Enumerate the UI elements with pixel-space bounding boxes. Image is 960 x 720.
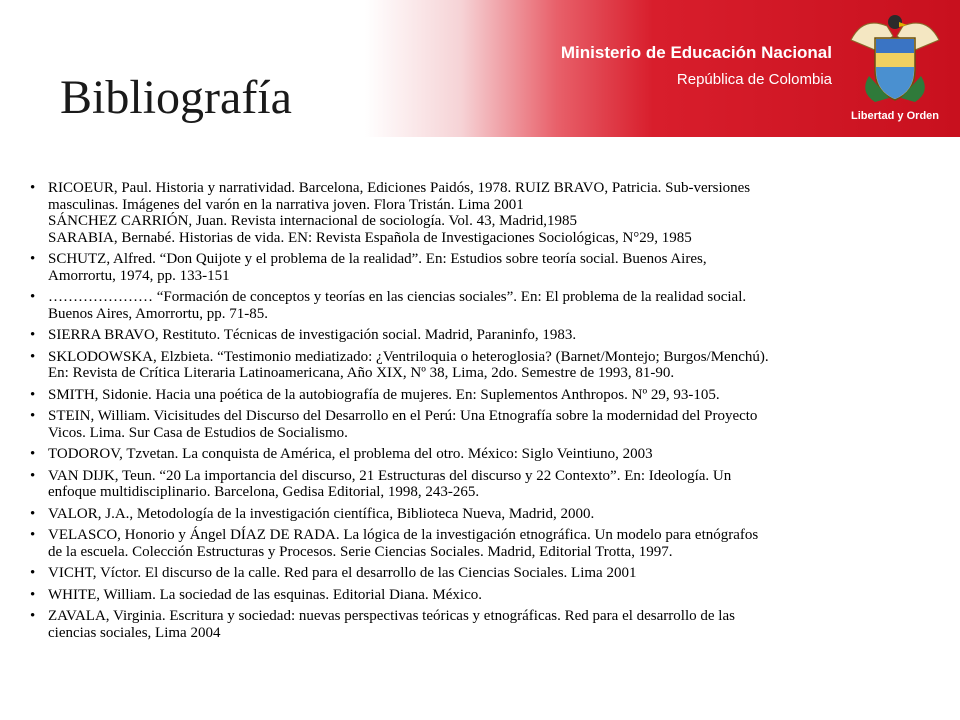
condor-shield-icon xyxy=(845,6,945,110)
entry-line: VALOR, J.A., Metodología de la investigación científica, Biblioteca Nueva, Madrid, 2000. xyxy=(48,505,595,522)
coat-of-arms-logo xyxy=(845,6,945,134)
bullet-icon: • xyxy=(30,327,36,343)
entry-line: enfoque multidisciplinario. Barcelona, Gedisa Editorial, 1998, 243-265. xyxy=(48,484,480,500)
entry-line: Vicos. Lima. Sur Casa de Estudios de Socialismo. xyxy=(48,424,348,441)
bullet-icon: • xyxy=(30,608,36,624)
list-item xyxy=(30,289,930,322)
list-item xyxy=(30,387,930,404)
entry-line: RICOEUR, Paul. Historia y narratividad. Barcelona, Ediciones Paidós, 1978. RUIZ BRAVO, Patricia. Sub-versiones xyxy=(48,180,751,196)
entry-line: SCHUTZ, Alfred. “Don Quijote y el problema de la realidad”. En: Estudios sobre teoría social. Buenos Aires, xyxy=(48,251,707,267)
republic-name: República de Colombia xyxy=(676,71,832,88)
entry-line: ………………… “Formación de conceptos y teorías en las ciencias sociales”. En: El problema de la realidad social. xyxy=(48,289,747,305)
bullet-icon: • xyxy=(30,446,36,462)
entry-line: STEIN, William. Vicisitudes del Discurso del Desarrollo en el Perú: Una Etnografía sobre la modernidad del Proyecto xyxy=(48,408,758,424)
entry-line: ciencias sociales, Lima 2004 xyxy=(48,624,221,641)
entry-line: En: Revista de Crítica Literaria Latinoamericana, Año XIX, Nº 38, Lima, 2do. Semestre de 1993, 81-90. xyxy=(48,365,675,381)
list-item xyxy=(30,180,930,246)
bibliography-list xyxy=(30,180,930,646)
entry-line: VELASCO, Honorio y Ángel DÍAZ DE RADA. La lógica de la investigación etnográfica. Un modelo para etnógrafos xyxy=(48,527,759,543)
bullet-icon: • xyxy=(30,527,36,543)
entry-line: SIERRA BRAVO, Restituto. Técnicas de investigación social. Madrid, Paraninfo, 1983. xyxy=(48,327,577,343)
motto-text: Libertad y Orden xyxy=(850,110,940,122)
bullet-icon: • xyxy=(30,251,36,267)
list-item xyxy=(30,587,930,604)
bullet-icon: • xyxy=(30,289,36,305)
bullet-icon: • xyxy=(30,348,36,365)
list-item xyxy=(30,468,930,501)
page-title: Bibliografía xyxy=(60,71,292,124)
list-item xyxy=(30,349,930,382)
entry-line: SARABIA, Bernabé. Historias de vida. EN: Revista Española de Investigaciones Sociológicas, N°29, 1985 xyxy=(48,229,692,246)
entry-line: TODOROV, Tzvetan. La conquista de América, el problema del otro. México: Siglo Veintiuno, 2003 xyxy=(48,446,653,462)
entry-line: VAN DIJK, Teun. “20 La importancia del discurso, 21 Estructuras del discurso y 22 Contexto”. En: Ideología. Un xyxy=(48,467,732,484)
ministry-name: Ministerio de Educación Nacional xyxy=(560,43,832,62)
list-item xyxy=(30,251,930,284)
list-item xyxy=(30,446,930,463)
list-item xyxy=(30,506,930,523)
list-item xyxy=(30,608,930,641)
entry-line: ZAVALA, Virginia. Escritura y sociedad: nuevas perspectivas teóricas y etnográficas. Red para el desarrollo de las xyxy=(48,608,735,624)
list-item xyxy=(30,565,930,582)
entry-line: SKLODOWSKA, Elzbieta. “Testimonio mediatizado: ¿Ventriloquia o heteroglosia? (Barnet/Montejo; Burgos/Menchú). xyxy=(48,348,769,365)
bullet-icon: • xyxy=(30,565,36,581)
entry-line: de la escuela. Colección Estructuras y Procesos. Serie Ciencias Sociales. Madrid, Editorial Trotta, 1997. xyxy=(48,543,673,560)
entry-line: Buenos Aires, Amorrortu, pp. 71-85. xyxy=(48,305,268,322)
entry-line: Amorrortu, 1974, pp. 133-151 xyxy=(48,267,230,284)
entry-line: masculinas. Imágenes del varón en la narrativa joven. Flora Tristán. Lima 2001 xyxy=(48,196,524,213)
entry-line: SMITH, Sidonie. Hacia una poética de la autobiografía de mujeres. En: Suplementos Anthropos. Nº 29, 93-105. xyxy=(48,386,720,403)
bullet-icon: • xyxy=(30,586,36,603)
bullet-icon: • xyxy=(30,386,36,403)
list-item xyxy=(30,327,930,344)
entry-line: VICHT, Víctor. El discurso de la calle. Red para el desarrollo de las Ciencias Sociales. Lima 2001 xyxy=(48,565,637,581)
bullet-icon: • xyxy=(30,180,36,196)
entry-line: WHITE, William. La sociedad de las esquinas. Editorial Diana. México. xyxy=(48,586,482,603)
bullet-icon: • xyxy=(30,408,36,424)
bullet-icon: • xyxy=(30,467,36,484)
list-item xyxy=(30,408,930,441)
list-item xyxy=(30,527,930,560)
bullet-icon: • xyxy=(30,505,36,522)
entry-line: SÁNCHEZ CARRIÓN, Juan. Revista internacional de sociología. Vol. 43, Madrid,1985 xyxy=(48,213,577,229)
